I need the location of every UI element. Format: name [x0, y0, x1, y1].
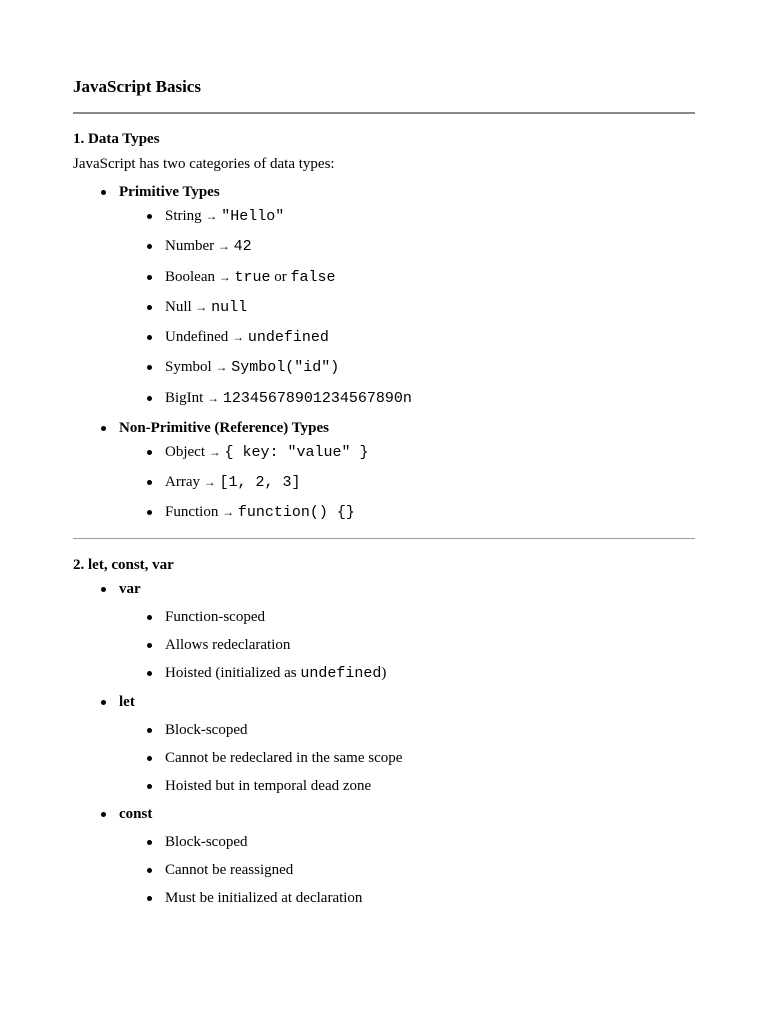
keyword-label: let	[119, 694, 135, 710]
reference-type-list	[119, 443, 695, 523]
section-data-types	[73, 130, 695, 522]
code-example: 42	[233, 238, 252, 256]
code-example: function() {}	[237, 504, 355, 522]
list-item	[119, 833, 695, 851]
type-name: Number	[165, 238, 215, 255]
bullet-icon	[147, 214, 152, 219]
bullet-icon	[147, 275, 152, 280]
bullet-icon	[147, 510, 152, 515]
bullet-icon	[147, 671, 152, 676]
category-primitive	[73, 183, 695, 408]
type-name: Symbol	[165, 359, 212, 376]
bullet-icon	[147, 615, 152, 620]
list-item	[119, 503, 695, 522]
trait-text: Allows redeclaration	[165, 637, 291, 653]
bullet-icon	[147, 840, 152, 845]
code-example: { key: "value" }	[224, 443, 369, 461]
trait-text: Block-scoped	[165, 834, 248, 850]
list-item	[119, 443, 695, 462]
list-item	[119, 358, 695, 377]
trait-suffix: )	[381, 665, 387, 681]
type-name: Function	[165, 504, 219, 521]
list-item	[119, 473, 695, 492]
type-name: Undefined	[165, 329, 229, 346]
bullet-icon	[147, 756, 152, 761]
arrow-icon: →	[195, 299, 208, 314]
trait-text: Function-scoped	[165, 609, 265, 625]
page-title: JavaScript Basics	[73, 77, 201, 96]
arrow-icon: →	[222, 505, 235, 520]
bullet-icon	[101, 812, 106, 817]
category-label: Primitive Types	[119, 184, 220, 200]
code-example: Symbol("id")	[231, 359, 340, 377]
list-item	[119, 608, 695, 626]
trait-text: Block-scoped	[165, 722, 248, 738]
category-label: Non-Primitive (Reference) Types	[119, 419, 329, 436]
bullet-icon	[147, 396, 152, 401]
list-item	[119, 328, 695, 347]
type-name: Object	[165, 443, 205, 460]
list-item	[119, 237, 695, 256]
type-name: Array	[165, 474, 200, 491]
list-item	[119, 268, 695, 287]
declaration-keywords	[73, 580, 695, 907]
category-non-primitive	[73, 419, 695, 523]
arrow-icon: →	[232, 330, 245, 345]
code-example: "Hello"	[221, 208, 285, 225]
bullet-icon	[101, 426, 106, 431]
bullet-icon	[101, 190, 106, 195]
list-item	[119, 721, 695, 739]
section-divider	[73, 538, 695, 539]
list-item	[119, 389, 695, 408]
type-name: Null	[165, 298, 192, 315]
var-traits	[119, 608, 695, 683]
bullet-icon	[147, 365, 152, 370]
list-item	[119, 636, 695, 654]
code-example: 12345678901234567890n	[222, 389, 412, 407]
bullet-icon	[147, 784, 152, 789]
trait-text: Hoisted (initialized as	[165, 665, 297, 681]
title-divider	[73, 112, 695, 114]
section-heading: 2. let, const, var	[73, 557, 174, 573]
type-name: Boolean	[165, 268, 215, 285]
data-type-categories	[73, 183, 695, 522]
const-traits	[119, 833, 695, 907]
bullet-icon	[147, 335, 152, 340]
list-item	[119, 777, 695, 795]
bullet-icon	[147, 244, 152, 249]
joiner-text: or	[274, 268, 287, 285]
type-name: BigInt	[165, 389, 204, 406]
list-item	[119, 861, 695, 879]
bullet-icon	[147, 643, 152, 648]
trait-text: Must be initialized at declaration	[165, 890, 363, 906]
bullet-icon	[101, 700, 106, 705]
keyword-const	[73, 805, 695, 907]
arrow-icon: →	[203, 475, 216, 490]
list-item	[119, 749, 695, 767]
code-example: [1, 2, 3]	[219, 474, 301, 492]
arrow-icon: →	[207, 390, 220, 405]
type-name: String	[165, 208, 202, 224]
section-declarations	[73, 556, 695, 907]
trait-text: Cannot be redeclared in the same scope	[165, 750, 403, 766]
arrow-icon: →	[217, 239, 230, 254]
section-intro: JavaScript has two categories of data types:	[73, 156, 335, 172]
bullet-icon	[147, 480, 152, 485]
trait-text: Hoisted but in temporal dead zone	[165, 778, 372, 794]
code-example: false	[290, 268, 336, 286]
list-item	[119, 664, 695, 683]
arrow-icon: →	[215, 360, 228, 375]
bullet-icon	[147, 450, 152, 455]
arrow-icon: →	[205, 209, 218, 223]
bullet-icon	[147, 728, 152, 733]
bullet-icon	[101, 587, 106, 592]
code-example: true	[234, 268, 271, 286]
keyword-label: var	[119, 581, 141, 597]
code-example: undefined	[300, 665, 382, 682]
bullet-icon	[147, 868, 152, 873]
bullet-icon	[147, 305, 152, 310]
trait-text: Cannot be reassigned	[165, 862, 294, 878]
code-example: null	[211, 298, 248, 316]
primitive-type-list	[119, 207, 695, 408]
keyword-label: const	[119, 806, 153, 822]
arrow-icon: →	[208, 444, 221, 459]
code-example: undefined	[247, 329, 329, 347]
keyword-var	[73, 580, 695, 683]
section-heading: 1. Data Types	[73, 131, 160, 147]
keyword-let	[73, 693, 695, 795]
list-item	[119, 207, 695, 226]
list-item	[119, 889, 695, 907]
arrow-icon: →	[218, 269, 231, 284]
let-traits	[119, 721, 695, 795]
list-item	[119, 298, 695, 317]
bullet-icon	[147, 896, 152, 901]
